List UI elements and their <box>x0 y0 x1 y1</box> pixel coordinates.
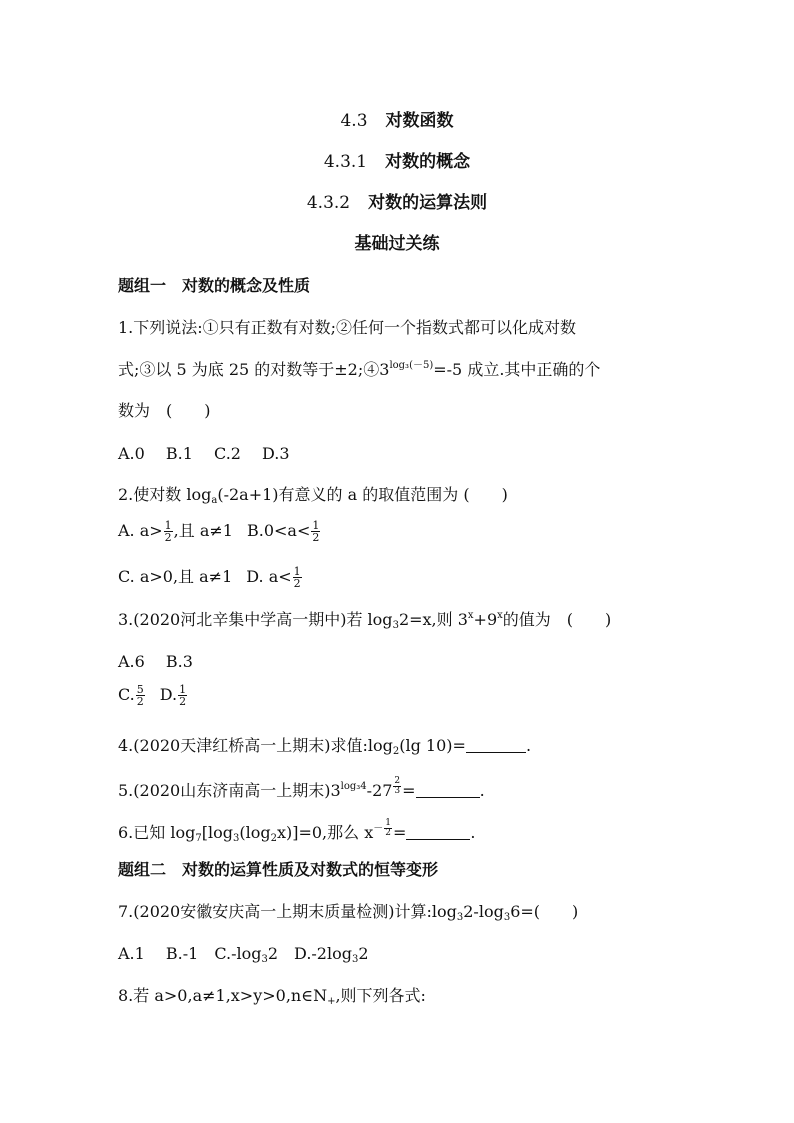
q7-options-text-c: 2 <box>358 944 369 963</box>
q2-option-a-fraction <box>164 520 173 543</box>
q3-sub: 3 <box>392 620 399 631</box>
q5-text-c: = <box>402 781 416 800</box>
q6-text-b: [log <box>201 823 233 842</box>
q1-exponent: log₃(－5) <box>389 360 434 371</box>
q2-option-c: C. a>0,且 a≠1 <box>118 567 233 586</box>
q1-line-3: 数为 ( ) <box>118 401 211 420</box>
q5-tail: . <box>479 781 485 800</box>
subtitle-1 <box>0 147 794 172</box>
q2-option-a-tail: ,且 a≠1 <box>173 521 233 540</box>
fraction-denominator: 2 <box>312 531 320 544</box>
q3-text-d: 的值为 ( ) <box>502 610 612 629</box>
q5-text-b: -27 <box>366 781 393 800</box>
subtitle-1-text: 对数的概念 <box>385 152 471 172</box>
q5-exponent-2 <box>392 776 402 796</box>
q6-text-e: = <box>392 823 407 842</box>
q1-line-1: 1.下列说法:①只有正数有对数;②任何一个指数式都可以化成对数 <box>118 318 577 337</box>
q7-text-b: 2-log <box>463 902 504 921</box>
q3-sup-2: x <box>497 610 503 621</box>
q6-sub-2: 3 <box>232 833 240 844</box>
fraction-numerator: 1 <box>164 519 172 532</box>
q3-option-d-label: D. <box>159 685 178 704</box>
q1-text-a: 式;③以 5 为底 25 的对数等于±2;④3 <box>118 360 390 379</box>
q6-sub-1: 7 <box>195 833 202 844</box>
q3-option-d-fraction <box>178 684 187 707</box>
title-number: 4.3 <box>340 111 368 131</box>
q3-text-c: +9 <box>473 610 498 629</box>
q2-option-d-text: D. a< <box>246 567 292 586</box>
q6-tail: . <box>470 823 476 842</box>
q8-text-b: ,则下列各式: <box>335 986 426 1005</box>
fraction-numerator: 5 <box>136 683 144 696</box>
q2-options-cd <box>118 564 303 589</box>
q7-options-sub-1: 3 <box>261 954 268 965</box>
fraction-denominator: 3 <box>394 786 401 796</box>
q6-text-c: (log <box>239 823 271 842</box>
q2-option-b-text: B.0<a< <box>246 521 311 540</box>
group-heading-1: 题组一 对数的概念及性质 <box>118 276 311 295</box>
q6-text-a: 6.已知 log <box>118 823 196 842</box>
q6-exponent <box>373 818 393 838</box>
exponent-sign: － <box>373 823 384 834</box>
q5-exponent-1: log₃4 <box>340 781 367 792</box>
q2-stem <box>118 482 508 506</box>
fraction-denominator: 2 <box>179 695 187 708</box>
q2-text-a: 2.使对数 log <box>118 485 212 504</box>
fraction-numerator: 1 <box>179 683 187 696</box>
q2-text-b: (-2a+1)有意义的 a 的取值范围为 ( ) <box>217 485 508 504</box>
q4-sub: 2 <box>392 746 400 757</box>
q1-line-2 <box>118 356 600 380</box>
subtitle-2-number: 4.3.2 <box>306 193 351 213</box>
q1-options: A.0 B.1 C.2 D.3 <box>118 444 290 463</box>
q4-text-b: (lg 10)= <box>399 736 466 755</box>
fraction-numerator: 1 <box>312 519 320 532</box>
subtitle-2 <box>0 188 794 213</box>
q7-options <box>118 941 369 965</box>
q3-text-a: 3.(2020河北辛集中学高一期中)若 log <box>118 610 393 629</box>
q8-text-a: 8.若 a>0,a≠1,x>y>0,n∈N <box>118 986 328 1005</box>
q4-tail: . <box>525 736 532 755</box>
q2-option-d-fraction <box>293 566 302 589</box>
fraction-denominator: 2 <box>293 577 301 590</box>
q5-text-a: 5.(2020山东济南高一上期末)3 <box>118 781 341 800</box>
q3-text-b: 2=x,则 3 <box>398 610 468 629</box>
q3-stem <box>118 607 611 631</box>
title-text: 对数函数 <box>385 111 454 131</box>
q2-options-ab <box>118 518 321 543</box>
q4-text-a: 4.(2020天津红桥高一上期末)求值:log <box>118 736 393 755</box>
fraction-numerator: 1 <box>293 565 301 578</box>
q7-sub-1: 3 <box>456 912 464 923</box>
section-title: 基础过关练 <box>354 234 440 254</box>
subtitle-2-text: 对数的运算法则 <box>368 193 488 213</box>
group-heading-2: 题组二 对数的运算性质及对数式的恒等变形 <box>118 860 439 879</box>
fraction-numerator: 1 <box>385 818 391 828</box>
q4-stem <box>118 733 531 757</box>
answer-blank[interactable] <box>416 783 480 798</box>
fraction-denominator: 2 <box>136 695 144 708</box>
q2-option-a-text: A. a> <box>118 521 163 540</box>
q8-stem <box>118 983 426 1007</box>
q7-options-text-b: 2 D.-2log <box>267 944 352 963</box>
q3-options-cd <box>118 684 188 707</box>
q1-text-b: =-5 成立.其中正确的个 <box>433 360 601 379</box>
q3-option-c-label: C. <box>118 685 135 704</box>
q3-options-ab: A.6 B.3 <box>118 652 193 671</box>
q7-options-sub-2: 3 <box>351 954 359 965</box>
fraction-denominator: 2 <box>385 828 391 838</box>
q2-sub: a <box>211 495 218 506</box>
subtitle-1-number: 4.3.1 <box>323 152 368 172</box>
fraction-denominator: 2 <box>164 531 172 544</box>
q3-sup-1: x <box>467 610 474 621</box>
q7-text-c: 6=( ) <box>510 902 579 921</box>
q5-stem <box>118 777 485 801</box>
q2-option-b-fraction <box>311 520 320 543</box>
q6-text-d: x)]=0,那么 x <box>276 823 374 842</box>
q7-stem <box>118 899 578 923</box>
title-section <box>0 106 794 131</box>
answer-blank[interactable] <box>406 825 470 840</box>
q8-sub: + <box>327 996 336 1007</box>
answer-blank[interactable] <box>466 738 526 753</box>
fraction-numerator: 2 <box>394 776 401 786</box>
q6-sub-3: 2 <box>270 833 277 844</box>
q7-text-a: 7.(2020安徽安庆高一上期末质量检测)计算:log <box>118 902 457 921</box>
q7-sub-2: 3 <box>503 912 511 923</box>
q6-stem <box>118 819 475 844</box>
q3-option-c-fraction <box>136 684 145 707</box>
q7-options-text-a: A.1 B.-1 C.-log <box>118 944 262 963</box>
